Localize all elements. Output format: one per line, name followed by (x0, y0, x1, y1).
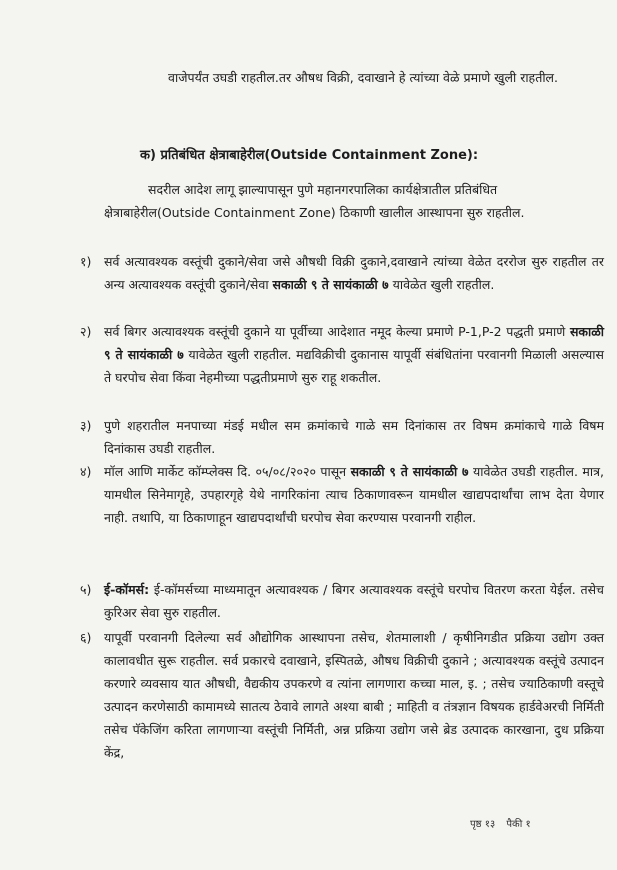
list-item-text: यापूर्वी परवानगी दिलेल्या सर्व औद्योगिक आस्थापना तसेच, शेतमालाशी / कृषीनिगडीत प्रक्रिया उद्योग उक्त कालावधीत सुरू राहतील. सर्व प्रकारचे दवाखाने, इस्पितळे, औषध विक्रीची दुकाने ; अत्यावश्यक वस्तूंचे उत्पादन करणारे व्यवसाय यात औषधी, वैद्यकीय उपकरणे व त्यांना लागणारा कच्चा माल, इ. ; तसेच ज्याठिकाणी वस्तूचे उत्पादन करणेसाठी कामामध्ये सातत्य ठेवावे लागते अश्या बाबी ; माहिती व तंत्रज्ञान विषयक हार्डवेअरची निर्मिती तसेच पॅकेजिंग करिता लागणाऱ्या वस्तूंची निर्मिती, अन्न प्रक्रिया उद्योग जसे ब्रेड उत्पादक कारखाना, दुध प्रक्रिया केंद्र, (104, 630, 604, 760)
list-item-text: सर्व बिगर अत्यावश्यक वस्तूंची दुकाने या पूर्वीच्या आदेशात नमूद केल्या प्रमाणे P-1,P-2 पद्धती प्रमाणे सकाळी ९ ते सायंकाळी ७ यावेळेत खुली राहतील. मद्यविक्रीची दुकानास यापूर्वी संबंधितांना परवानगी मिळाली असल्यास ते घरपोच सेवा किंवा नेहमीच्या पद्धतीप्रमाणे सुरु राहू शकतील. (104, 324, 604, 385)
list-item-6 (80, 626, 604, 764)
list-item-number: ६) (80, 630, 92, 645)
list-item-3 (80, 414, 604, 460)
list-item-number: २) (80, 324, 92, 339)
list-item-number: १) (80, 254, 92, 269)
lead-paragraph: सदरील आदेश लागू झाल्यापासून पुणे महानगरपालिका कार्यक्षेत्रातील प्रतिबंधित क्षेत्राबाहेरील(Outside Containment Zone) ठिकाणी खालील आस्थापना सुरु राहतील. (104, 182, 525, 220)
list-item-text: ई-कॉमर्स: ई-कॉमर्सच्या माध्यमातून अत्यावश्यक / बिगर अत्यावश्यक वस्तूंचे घरपोच वितरण करता येईल. तसेच कुरिअर सेवा सुरु राहतील. (104, 582, 604, 620)
list-item-number: ४) (80, 464, 92, 479)
list-item-4 (80, 460, 604, 529)
list-item-number: ३) (80, 418, 92, 433)
page-total: पैकी १ (506, 819, 531, 830)
list-item-1 (80, 250, 604, 296)
section-heading: क) प्रतिबंधित क्षेत्राबाहेरील(Outside Containment Zone): (140, 148, 479, 163)
intro-paragraph: वाजेपर्यंत उघडी राहतील.तर औषध विक्री, दवाखाने हे त्यांच्या वेळे प्रमाणे खुली राहतील. (168, 70, 559, 85)
list-item-text: मॉल आणि मार्केट कॉम्प्लेक्स दि. ०५/०८/२०२० पासून सकाळी ९ ते सायंकाळी ७ यावेळेत उघडी राहतील. मात्र, यामधील सिनेमागृहे, उपहारगृहे येथे नागरिकांना त्याच ठिकाणावरून यामधील खाद्यपदार्थांचा लाभ देता येणार नाही. तथापि, या ठिकाणाहून खाद्यपदार्थांची घरपोच सेवा करण्यास परवानगी राहील. (104, 464, 604, 525)
page-footer (470, 816, 539, 830)
list-item-text: सर्व अत्यावश्यक वस्तूंची दुकाने/सेवा जसे औषधी विक्री दुकाने,दवाखाने त्यांच्या वेळेत दररोज सुरु राहतील तर अन्य अत्यावश्यक वस्तूंची दुकाने/सेवा सकाळी ९ ते सायंकाळी ७ यावेळेत खुली राहतील. (104, 254, 604, 292)
list-item-2 (80, 320, 604, 389)
list-item-text: पुणे शहरातील मनपाच्या मंडई मधील सम क्रमांकाचे गाळे सम दिनांकास तर विषम क्रमांकाचे गाळे विषम दिनांकास उघडी राहतील. (104, 418, 604, 456)
list-item-number: ५) (80, 582, 92, 597)
list-item-5 (80, 578, 604, 624)
page-number: पृष्ठ १३ (470, 819, 496, 830)
